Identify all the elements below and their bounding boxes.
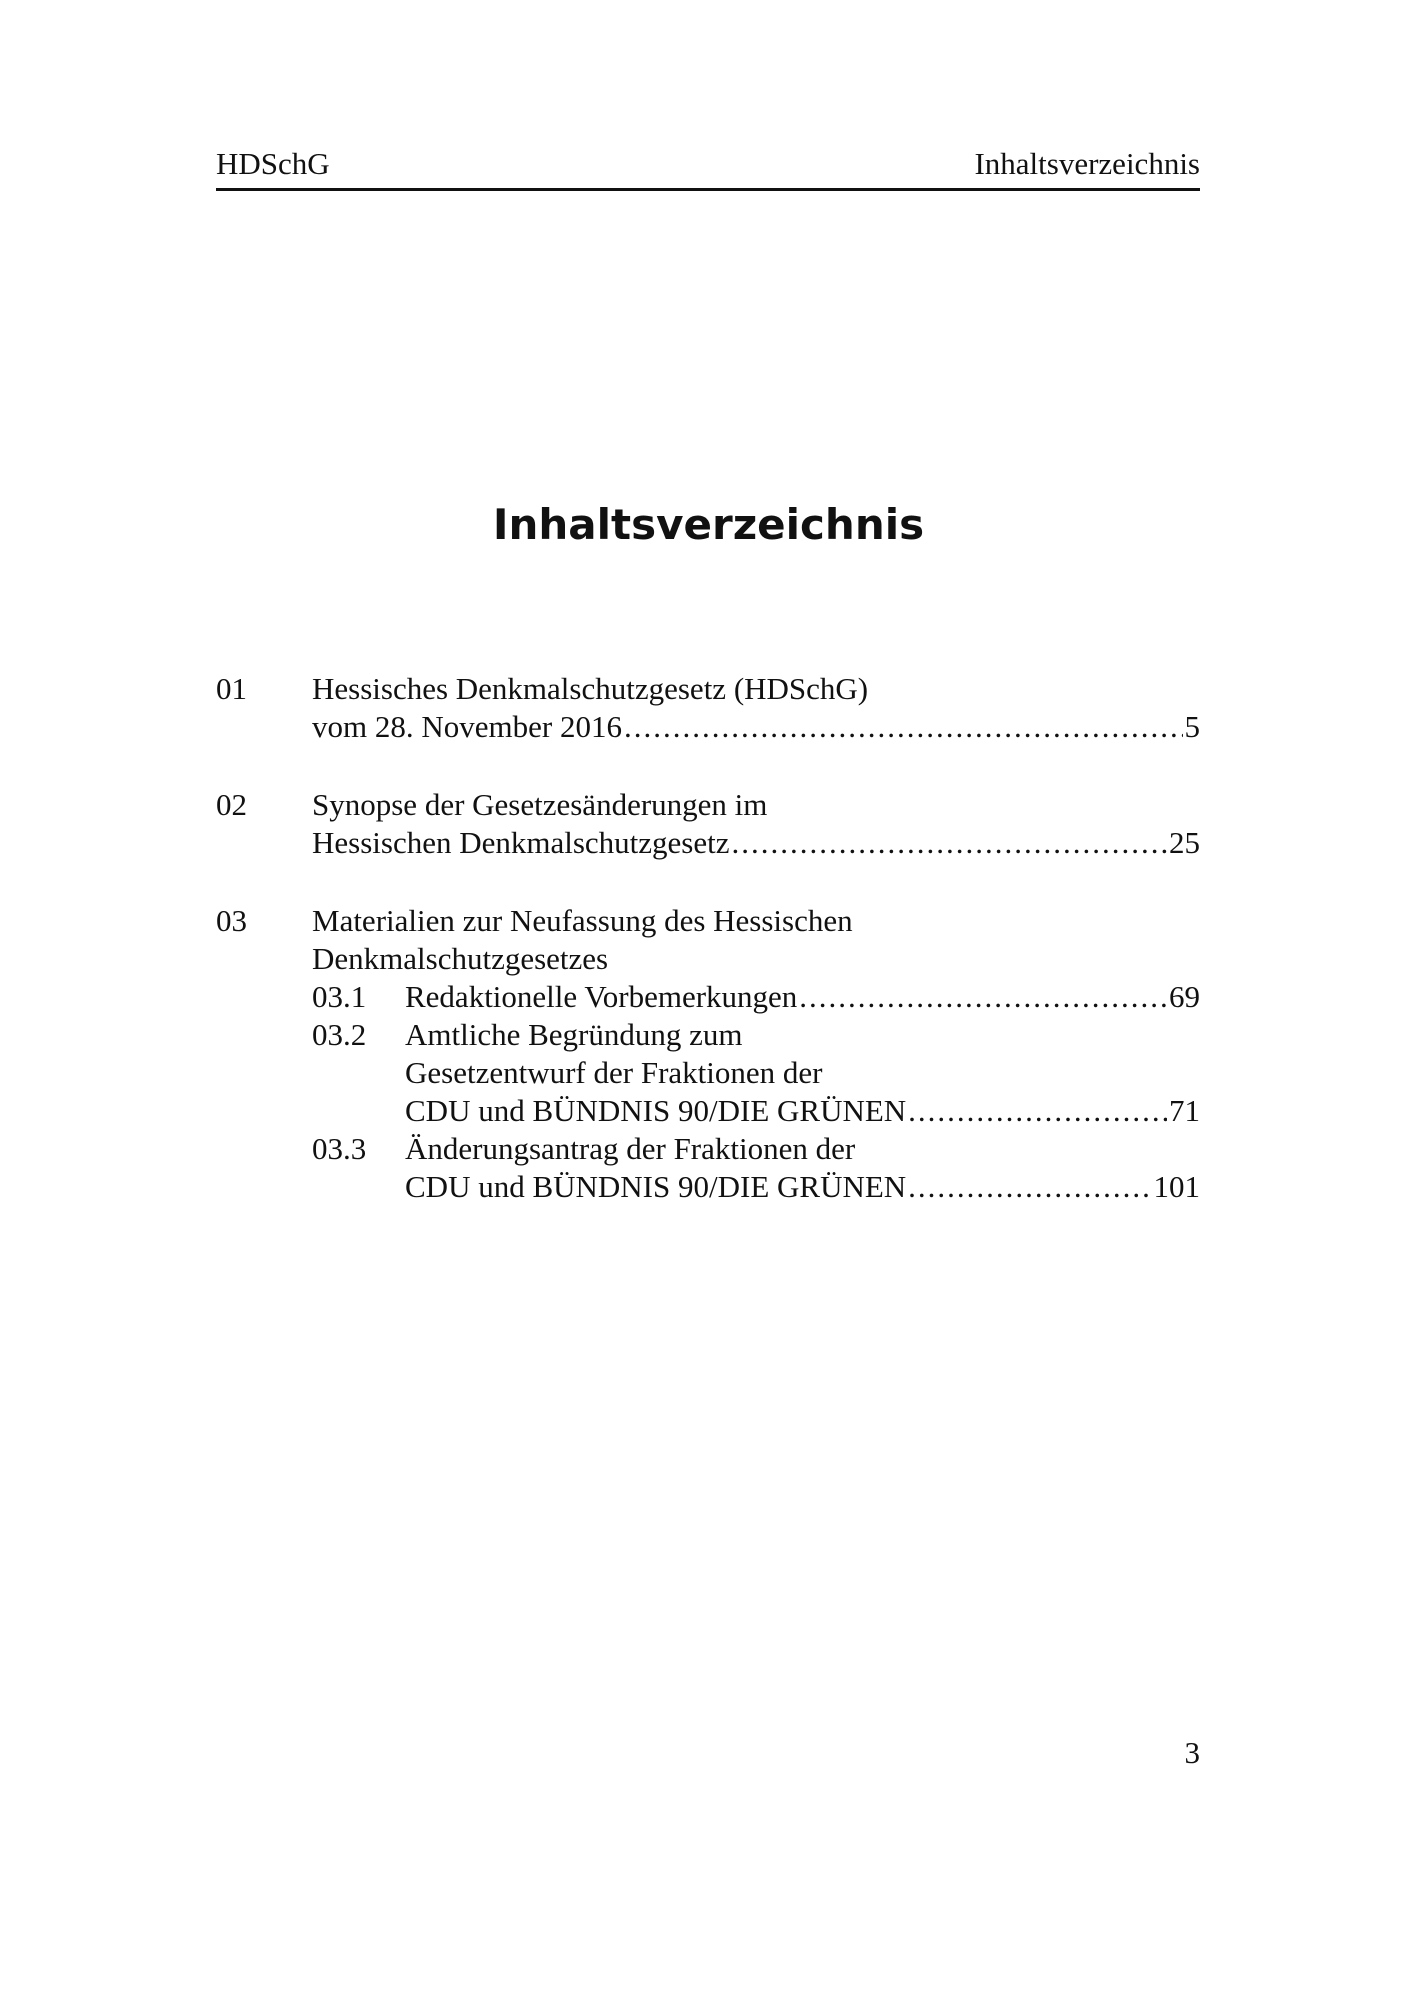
toc-entry-03	[216, 902, 1200, 1206]
table-of-contents	[216, 670, 1200, 1246]
dot-leader	[908, 1168, 1151, 1206]
page-number: 3	[1184, 1735, 1200, 1770]
toc-page-number: 5	[1184, 709, 1200, 744]
toc-entry-01	[216, 670, 1200, 746]
toc-page-number: 69	[1169, 979, 1200, 1014]
toc-page-number: 71	[1169, 1093, 1200, 1128]
toc-entry-link[interactable]	[405, 1168, 1200, 1206]
toc-entry-title-line: Materialien zur Neufassung des Hessischen	[312, 903, 853, 938]
toc-entry-title-line: CDU und BÜNDNIS 90/DIE GRÜNEN	[405, 1093, 907, 1128]
toc-subentry-number: 03.2	[312, 1017, 367, 1052]
running-header	[216, 140, 1200, 191]
header-section-title: Inhaltsverzeichnis	[974, 146, 1200, 181]
toc-subentry-03-2	[312, 1016, 1200, 1130]
toc-entry-number: 03	[216, 903, 247, 938]
toc-subentry-03-3	[312, 1130, 1200, 1206]
toc-entry-link[interactable]	[405, 1092, 1200, 1130]
header-short-title: HDSchG	[216, 146, 330, 181]
dot-leader	[624, 708, 1183, 746]
toc-entry-link[interactable]	[312, 824, 1200, 862]
toc-subentry-number: 03.1	[312, 979, 367, 1014]
toc-entry-title-line: Synopse der Gesetzesänderungen im	[312, 787, 768, 822]
toc-entry-link[interactable]	[312, 708, 1200, 746]
toc-page-number: 101	[1153, 1169, 1200, 1204]
toc-entry-title-line: Gesetzentwurf der Fraktionen der	[405, 1055, 823, 1090]
toc-entry-02	[216, 786, 1200, 862]
toc-subentry-03-1	[312, 978, 1200, 1016]
toc-entry-title-line: Denkmalschutzgesetzes	[312, 941, 609, 976]
toc-entry-title-line: Änderungsantrag der Fraktionen der	[405, 1131, 856, 1166]
toc-page-number: 25	[1169, 825, 1200, 860]
toc-entry-number: 01	[216, 671, 247, 706]
toc-entry-title-line: Hessisches Denkmalschutzgesetz (HDSchG)	[312, 671, 869, 706]
page-title: Inhaltsverzeichnis	[492, 500, 925, 549]
toc-subentry-number: 03.3	[312, 1131, 367, 1166]
toc-entry-link[interactable]	[405, 978, 1200, 1016]
toc-entry-title-line: CDU und BÜNDNIS 90/DIE GRÜNEN	[405, 1169, 907, 1204]
toc-entry-number: 02	[216, 787, 247, 822]
toc-entry-title-line: Hessischen Denkmalschutzgesetz	[312, 825, 730, 860]
toc-entry-title-line: vom 28. November 2016	[312, 709, 622, 744]
dot-leader	[799, 978, 1167, 1016]
dot-leader	[908, 1092, 1167, 1130]
dot-leader	[732, 824, 1167, 862]
toc-entry-title-line: Amtliche Begründung zum	[405, 1017, 743, 1052]
toc-entry-title-line: Redaktionelle Vorbemerkungen	[405, 979, 798, 1014]
